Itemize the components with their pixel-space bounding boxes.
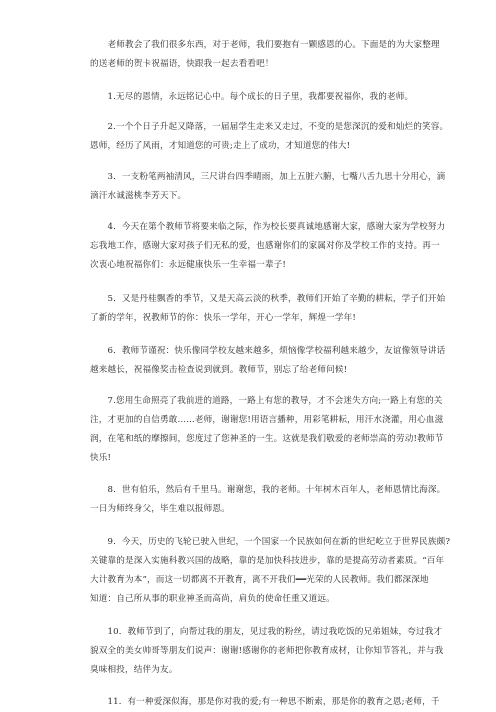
paragraph [90, 168, 446, 206]
paragraph-line: 7.您用生命照亮了我前进的道路，一路上有您的教导，才不会迷失方向;一路上有您的关 [90, 396, 443, 406]
paragraph-line: 次衷心地祝福你们：永远健康快乐一生幸福一辈子! [90, 260, 286, 270]
paragraph-line: 2.一个个日子升起又降落，一届届学生走来又走过，不变的是您深沉的爱和灿烂的笑容。 [90, 122, 449, 132]
paragraph-line: 11．有一种爱深似海，那是你对我的爱;有一种思不断索，那是你的教育之恩;老师，千 [90, 697, 440, 707]
paragraph-line: 1.无尽的恩情，永远铭记心中。每个成长的日子里，我都要祝福你，我的老师。 [90, 92, 414, 102]
paragraph-line: 注，才更加的自信勇敢……老师，谢谢您!用语言播种，用彩笔耕耘，用汗水浇灌，用心血滋 [90, 415, 444, 425]
paragraph-line: 快乐! [90, 453, 112, 463]
paragraph-line: 3．一支粉笔两袖清风，三尺讲台四季晴雨，加上五脏六腑，七嘴八舌九思十分用心，滴 [90, 172, 446, 182]
paragraph-line: 知道：自己所从事的职业神圣而高尚，肩负的使命任重又道远。 [90, 594, 335, 604]
paragraph [90, 218, 446, 275]
paragraph [90, 118, 449, 156]
paragraph-line: 了新的学年，祝教师节的你：快乐一学年，开心一学年，辉煌一学年! [90, 313, 356, 323]
paragraph-line: 臭味相投，结伴为友。 [90, 665, 178, 675]
paragraph [90, 481, 446, 519]
paragraph [90, 36, 440, 74]
paragraph-line: 一日为师终身父，毕生难以报师恩。 [90, 504, 230, 514]
paragraph-line: 6．教师节谨祝：快乐像同学校友越来越多，烦恼像学校福利越来越少，友谊像领导讲话 [90, 346, 446, 356]
paragraph-line: 9．今天，历史的飞轮已驶入世纪，一个国家一个民族如何在新的世纪屹立于世界民族颇? [90, 537, 451, 547]
paragraph-line: 8．世有伯乐，然后有千里马。谢谢您，我的老师。十年树木百年人，老师恩情比海深。 [90, 485, 446, 495]
paragraph [90, 623, 444, 680]
paragraph [90, 290, 446, 328]
paragraph-line: 恩师，经历了风雨，才知道您的可贵;走上了成功，才知道您的伟大! [90, 141, 351, 151]
paragraph-line: 忘我地工作，感谢大家对孩子们无私的爱，也感谢你们的家属对你及学校工作的支持。再一 [90, 241, 440, 251]
paragraph [90, 88, 412, 107]
paragraph [90, 392, 444, 468]
paragraph-line: 4．今天在第个教师节将要来临之际，作为校长要真诚地感谢大家，感谢大家为学校努力 [90, 222, 446, 232]
paragraph-line: 越来越长，祝福像奖击检查说到就到。教师节，别忘了给老师问候! [90, 365, 348, 375]
paragraph-line: 大计教育为本”，而这一切都离不开教育，离不开我们━━光荣的人民教师。我们都深深地 [90, 575, 429, 585]
paragraph-line: 的送老师的贺卡祝福语，快跟我一起去看看吧！ [90, 59, 274, 69]
paragraph [90, 342, 446, 380]
paragraph-line: 貌双全的美女帅哥等朋友们说声：谢谢!感谢你的老师把你教育成材，让你知节答礼，并与我 [90, 646, 444, 656]
paragraph-line: 10．教师节到了，向帮过我的朋友，见过我的粉丝，请过我吃饭的兄弟姐妹，夸过我才 [90, 627, 443, 637]
paragraph [90, 533, 451, 609]
paragraph-line: 润，在笔和纸的摩擦间，您度过了您神圣的一生。这就是我们敬爱的老师崇高的劳动!教师节 [90, 434, 444, 444]
paragraph-line: 老师教会了我们很多东西，对于老师，我们要抱有一颗感恩的心。下面是的为大家整理 [90, 40, 440, 50]
paragraph-line: 5．又是丹桂飘香的季节，又是天高云淡的秋季，教师们开始了辛勤的耕耘，学子们开始 [90, 294, 446, 304]
paragraph-line: 滴汗水诚滋桃李芳天下。 [90, 191, 187, 201]
paragraph [90, 693, 440, 712]
paragraph-line: 关键靠的是深入实施科教兴国的战略，靠的是加快科技进步，靠的是提高劳动者素质。“百年 [90, 556, 445, 566]
